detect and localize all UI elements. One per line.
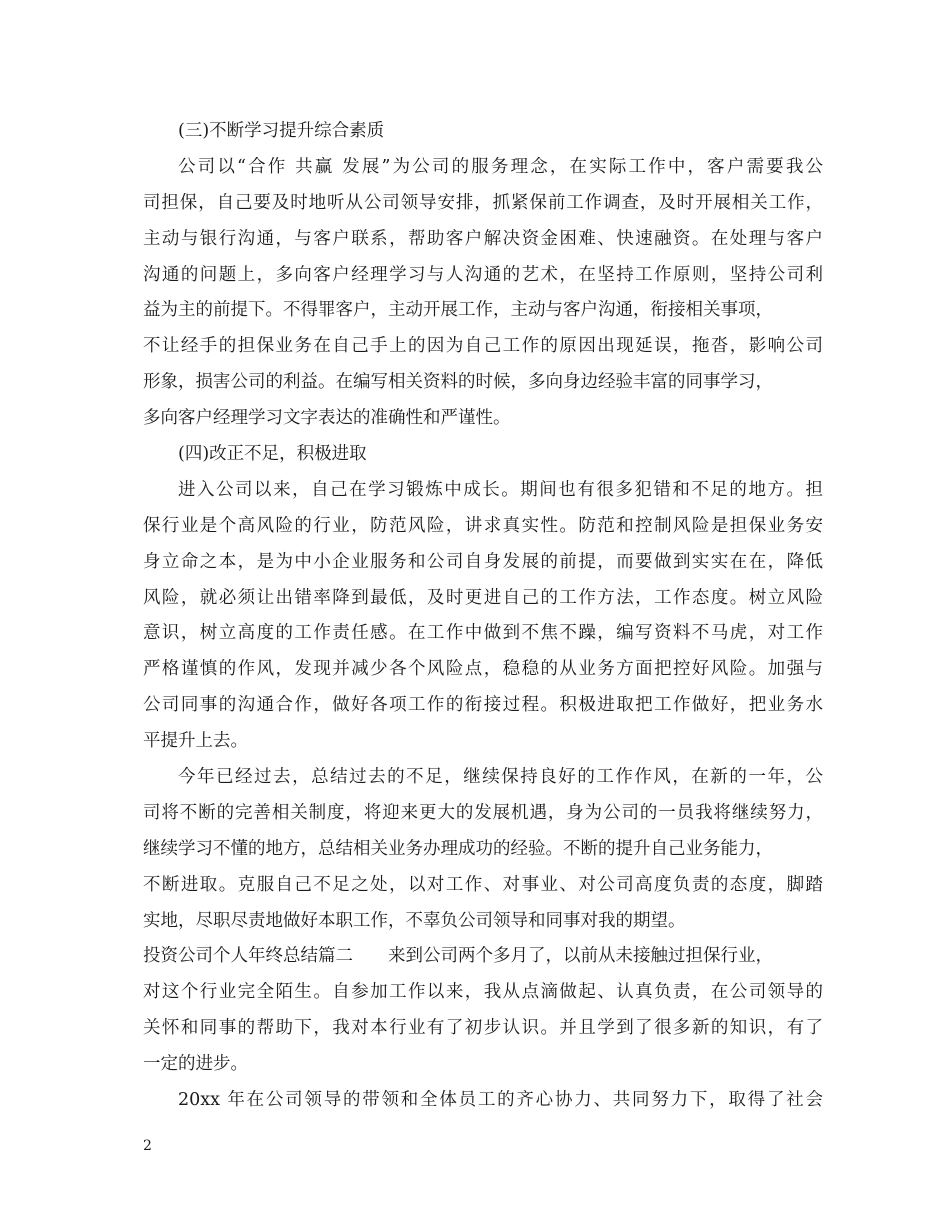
text-line: 不断进取。克服自己不足之处，以对工作、对事业、对公司高度负责的态度，脚踏 <box>143 874 823 895</box>
text-line: 对这个行业完全陌生。自参加工作以来，我从点滴做起、认真负责，在公司领导的 <box>143 982 823 1003</box>
text-line: 形象，损害公司的利益。在编写相关资料的时候，多向身边经验丰富的同事学习， <box>143 372 773 393</box>
text-line: 实地，尽职尽责地做好本职工作，不辜负公司领导和同事对我的期望。 <box>143 910 686 931</box>
text-line: 不让经手的担保业务在自己手上的因为自己工作的原因出现延误，拖沓，影响公司 <box>143 336 823 357</box>
text-line: 保行业是个高风险的行业，防范风险，讲求真实性。防范和控制风险是担保业务安 <box>143 515 823 536</box>
text-line: 进入公司以来，自己在学习锻炼中成长。期间也有很多犯错和不足的地方。担 <box>178 479 823 500</box>
text-line: 严格谨慎的作风，发现并减少各个风险点，稳稳的从业务方面把控好风险。加强与 <box>143 659 823 680</box>
text-line: 沟通的问题上，多向客户经理学习与人沟通的艺术，在坚持工作原则，坚持公司利 <box>143 264 823 285</box>
text-line: 司将不断的完善相关制度，将迎来更大的发展机遇，身为公司的一员我将继续努力， <box>143 802 823 823</box>
text-line: 关怀和同事的帮助下，我对本行业有了初步认识。并且学到了很多新的知识，有了 <box>143 1018 823 1039</box>
text-line: 公司以“合作 共赢 发展”为公司的服务理念，在实际工作中，客户需要我公 <box>178 156 823 177</box>
text-line: 身立命之本，是为中小企业服务和公司自身发展的前提，而要做到实实在在，降低 <box>143 551 823 572</box>
text-line: 多向客户经理学习文字表达的准确性和严谨性。 <box>143 408 511 429</box>
text-line: 投资公司个人年终总结篇二 来到公司两个多月了，以前从未接触过担保行业， <box>143 946 773 967</box>
text-line: (四)改正不足，积极进取 <box>178 444 367 465</box>
text-line: (三)不断学习提升综合素质 <box>178 121 385 141</box>
page-number: 2 <box>143 1138 152 1154</box>
text-line: 一定的进步。 <box>143 1054 248 1075</box>
text-line: 继续学习不懂的地方，总结相关业务办理成功的经验。不断的提升自己业务能力， <box>143 838 773 859</box>
text-line: 今年已经过去，总结过去的不足，继续保持良好的工作作风，在新的一年，公 <box>178 767 823 788</box>
text-line: 20xx 年在公司领导的带领和全体员工的齐心协力、共同努力下，取得了社会 <box>178 1090 823 1111</box>
text-line: 公司同事的沟通合作，做好各项工作的衔接过程。积极进取把工作做好，把业务水 <box>143 695 823 716</box>
text-line: 风险，就必须让出错率降到最低，及时更进自己的工作方法，工作态度。树立风险 <box>143 587 823 608</box>
text-line: 平提升上去。 <box>143 731 248 752</box>
text-line: 益为主的前提下。不得罪客户，主动开展工作，主动与客户沟通，衔接相关事项， <box>143 300 773 321</box>
text-line: 意识，树立高度的工作责任感。在工作中做到不焦不躁，编写资料不马虎，对工作 <box>143 623 823 644</box>
document-body <box>143 114 823 1119</box>
text-line: 司担保，自己要及时地听从公司领导安排，抓紧保前工作调查，及时开展相关工作， <box>143 192 823 213</box>
text-line: 主动与银行沟通，与客户联系，帮助客户解决资金困难、快速融资。在处理与客户 <box>143 228 823 249</box>
